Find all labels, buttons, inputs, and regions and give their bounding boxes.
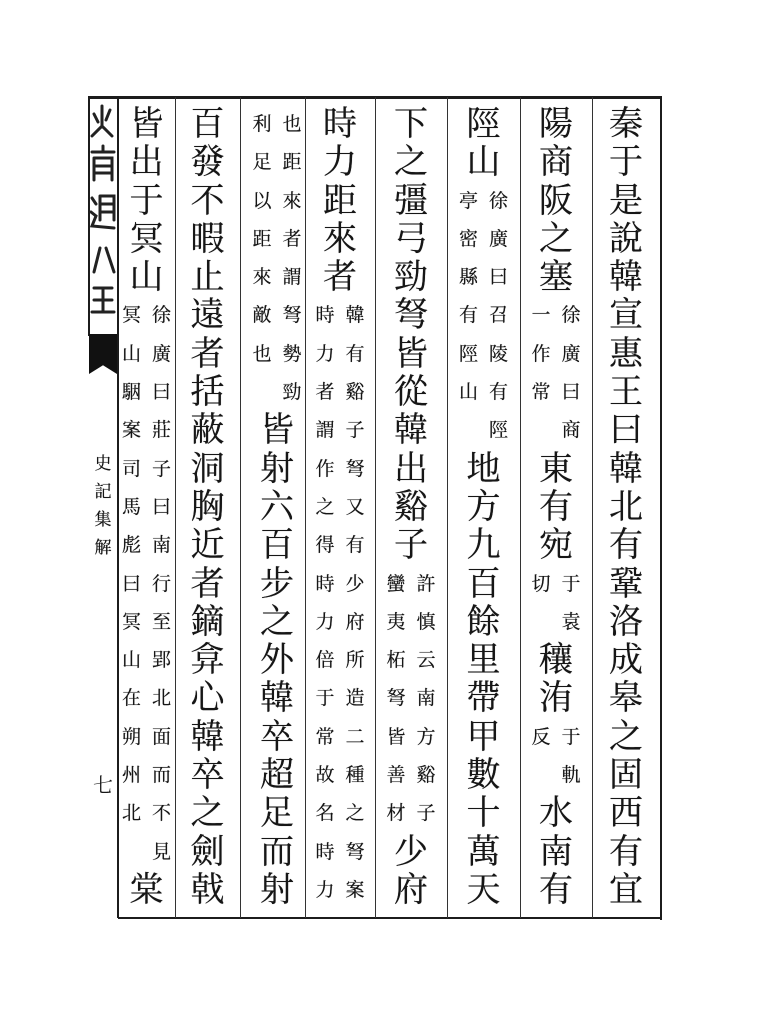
main-text: [127, 871, 167, 909]
main-text: [188, 105, 228, 909]
glyph: 作: [315, 457, 335, 480]
text-column-7: [175, 105, 240, 909]
glyph: 距: [323, 180, 357, 221]
main-text: [391, 833, 431, 910]
glyph: 來: [323, 218, 357, 259]
glyph: 于: [561, 572, 581, 595]
clipped-margin-glyphs: [88, 100, 118, 325]
glyph: 彊: [394, 180, 428, 221]
annotation-right-line: [413, 565, 439, 833]
frame-right-rule: [660, 96, 662, 920]
glyph: 弩: [282, 304, 302, 327]
text-column-3: [447, 105, 520, 909]
glyph: 曰: [488, 266, 508, 289]
glyph: 得: [315, 534, 335, 557]
glyph: 于: [609, 142, 643, 183]
glyph: 子: [416, 802, 436, 825]
frame-bottom-rule: [118, 917, 662, 919]
glyph: 之: [260, 601, 294, 642]
glyph: 史: [94, 454, 112, 474]
glyph: 射: [260, 448, 294, 489]
text-column-4: [375, 105, 447, 909]
glyph: 山: [121, 649, 141, 672]
glyph: 北: [609, 486, 643, 527]
glyph: 六: [260, 486, 294, 527]
glyph: 冥: [121, 610, 141, 633]
annotation-note: [528, 565, 584, 642]
glyph: 出: [394, 448, 428, 489]
text-column-1: [592, 105, 660, 909]
text-column-2: [520, 105, 592, 909]
glyph: 成: [609, 640, 643, 681]
glyph: 者: [190, 333, 225, 374]
glyph: 足: [252, 151, 272, 174]
glyph: 方: [416, 725, 436, 748]
glyph: 鞏: [609, 563, 643, 604]
glyph: 者: [323, 257, 357, 298]
glyph: 南: [539, 831, 573, 872]
glyph: 曰: [121, 572, 141, 595]
glyph: 步: [260, 563, 294, 604]
glyph: 皆: [129, 104, 164, 144]
glyph: 案: [345, 878, 365, 901]
annotation-left-line: [528, 296, 554, 411]
glyph: 徐: [488, 189, 508, 212]
main-text: [606, 105, 646, 909]
glyph: 山: [466, 142, 501, 183]
glyph: 陘: [466, 104, 501, 144]
glyph: 胸: [190, 486, 225, 527]
glyph: 冥: [129, 218, 164, 259]
glyph: 韓: [394, 410, 428, 451]
glyph: 謂: [282, 266, 302, 289]
glyph: 少: [345, 572, 365, 595]
glyph: 劍: [190, 831, 225, 872]
glyph: 皆: [394, 333, 428, 374]
glyph: 戟: [190, 869, 225, 910]
glyph: 暇: [190, 218, 225, 259]
glyph: 曰: [151, 495, 171, 518]
glyph: 超: [260, 755, 294, 796]
text-column-8: [118, 105, 175, 909]
glyph: 外: [260, 640, 294, 681]
glyph: 軌: [561, 764, 581, 787]
glyph: 名: [315, 802, 335, 825]
glyph: 材: [386, 802, 406, 825]
glyph: 皆: [386, 725, 406, 748]
glyph: 者: [282, 227, 302, 250]
main-text: [536, 641, 576, 718]
glyph: 韓: [609, 448, 643, 489]
glyph: 弇: [190, 640, 225, 681]
glyph: 也: [282, 113, 302, 135]
glyph: 有: [345, 534, 365, 557]
glyph: 時: [315, 572, 335, 595]
glyph: 柘: [386, 649, 406, 672]
glyph: 有: [488, 381, 508, 404]
glyph: 曰: [609, 410, 643, 451]
glyph: 利: [252, 113, 272, 135]
main-text: [391, 105, 431, 565]
glyph: 商: [561, 419, 581, 442]
glyph: 洛: [609, 601, 643, 642]
main-text: [464, 105, 504, 182]
glyph: 穰: [539, 640, 573, 681]
glyph: 切: [531, 572, 551, 595]
glyph: 云: [416, 649, 436, 672]
glyph: 陽: [539, 104, 573, 144]
glyph: 弩: [394, 295, 428, 336]
glyph: 之: [539, 218, 573, 259]
glyph: 時: [315, 304, 335, 327]
glyph: 射: [260, 869, 294, 910]
fishtail-mark: [89, 334, 117, 374]
glyph: 方: [466, 486, 501, 527]
glyph: 不: [151, 802, 171, 825]
annotation-left-line: [249, 105, 275, 373]
glyph: 郢: [151, 649, 171, 672]
glyph: 又: [345, 495, 365, 518]
glyph: 記: [94, 482, 112, 502]
glyph: 子: [151, 457, 171, 480]
glyph: 距: [282, 151, 302, 174]
glyph: 南: [416, 687, 436, 710]
glyph: 九: [466, 525, 501, 566]
glyph: 曰: [151, 381, 171, 404]
glyph: 案: [121, 419, 141, 442]
glyph: 種: [345, 764, 365, 787]
annotation-right-line: [279, 105, 305, 411]
glyph: 地: [466, 448, 501, 489]
glyph: 洞: [190, 448, 225, 489]
glyph: 所: [345, 649, 365, 672]
glyph: 廣: [561, 342, 581, 365]
glyph: 有: [539, 486, 573, 527]
main-text: [257, 411, 297, 909]
glyph: 者: [190, 563, 225, 604]
glyph: 洧: [539, 678, 573, 719]
glyph: 徐: [151, 304, 171, 327]
glyph: 惠: [609, 333, 643, 374]
glyph: 弩: [345, 840, 365, 863]
glyph: 山: [129, 257, 164, 298]
glyph: 少: [394, 831, 428, 872]
glyph: 里: [466, 640, 501, 681]
annotation-note: [119, 296, 175, 870]
glyph: 駰: [121, 381, 141, 404]
glyph: 在: [121, 687, 141, 710]
glyph: 有: [458, 304, 478, 327]
glyph: 宛: [539, 525, 573, 566]
glyph: 百: [260, 525, 294, 566]
glyph: 王: [609, 372, 643, 413]
glyph: 陵: [488, 342, 508, 365]
glyph: 從: [394, 372, 428, 413]
glyph: 一: [531, 304, 551, 327]
glyph: 州: [121, 764, 141, 787]
main-text: [127, 105, 167, 296]
glyph: 徐: [561, 304, 581, 327]
glyph: 出: [129, 142, 164, 183]
glyph: 韓: [260, 678, 294, 719]
glyph: 力: [323, 142, 357, 183]
annotation-right-line: [558, 718, 584, 795]
glyph: 勁: [394, 257, 428, 298]
glyph: 谿: [345, 381, 365, 404]
glyph: 谿: [394, 486, 428, 527]
glyph: 止: [190, 257, 225, 298]
glyph: 司: [121, 457, 141, 480]
glyph: 卒: [260, 716, 294, 757]
glyph: 韓: [190, 716, 225, 757]
annotation-right-line: [486, 182, 512, 450]
glyph: 子: [345, 419, 365, 442]
glyph: 秦: [609, 104, 643, 144]
glyph: 亭: [458, 189, 478, 212]
glyph: 見: [151, 840, 171, 863]
glyph: 蠻: [386, 572, 406, 595]
glyph: 慎: [416, 610, 436, 633]
main-text: [320, 105, 360, 296]
annotation-note: [249, 105, 305, 411]
glyph: 甲: [466, 716, 501, 757]
text-column-6: [246, 105, 308, 909]
glyph: 勁: [282, 381, 302, 404]
glyph: 東: [539, 448, 573, 489]
glyph: 棠: [129, 869, 164, 910]
glyph: 冥: [121, 304, 141, 327]
glyph: 力: [315, 610, 335, 633]
glyph: 二: [345, 725, 365, 748]
glyph: 南: [151, 534, 171, 557]
glyph: 善: [386, 764, 406, 787]
glyph: 之: [609, 716, 643, 757]
glyph: 面: [151, 725, 171, 748]
glyph: 宜: [609, 869, 643, 910]
glyph: 近: [190, 525, 225, 566]
glyph: 北: [121, 802, 141, 825]
glyph: 商: [539, 142, 573, 183]
glyph: 有: [609, 525, 643, 566]
glyph: 集: [94, 510, 112, 530]
glyph: 西: [609, 793, 643, 834]
glyph: 來: [252, 266, 272, 289]
annotation-note: [312, 296, 368, 909]
annotation-left-line: [528, 718, 554, 756]
glyph: 距: [252, 227, 272, 250]
glyph: 來: [282, 189, 302, 212]
glyph: 勢: [282, 342, 302, 365]
glyph: 有: [609, 831, 643, 872]
annotation-note: [528, 718, 584, 795]
glyph: 弓: [394, 218, 428, 259]
annotation-left-line: [383, 565, 409, 833]
glyph: 谿: [416, 764, 436, 787]
glyph: 朔: [121, 725, 141, 748]
glyph: 力: [315, 342, 335, 365]
glyph: 之: [345, 802, 365, 825]
glyph: 皋: [609, 678, 643, 719]
glyph: 縣: [458, 266, 478, 289]
glyph: 萬: [466, 831, 501, 872]
glyph: 發: [190, 142, 225, 183]
glyph: 弩: [386, 687, 406, 710]
glyph: 固: [609, 755, 643, 796]
glyph: 十: [466, 793, 501, 834]
page-number: 七: [93, 773, 113, 797]
glyph: 皆: [260, 410, 294, 451]
glyph: 足: [260, 793, 294, 834]
margin-book-title: [88, 450, 118, 562]
glyph: 解: [94, 538, 112, 558]
glyph: 陘: [488, 419, 508, 442]
annotation-note: [383, 565, 439, 833]
annotation-right-line: [558, 296, 584, 449]
annotation-note: [456, 182, 512, 450]
glyph: 有: [539, 869, 573, 910]
glyph: 下: [394, 104, 428, 144]
glyph: 敵: [252, 304, 272, 327]
glyph: 不: [190, 180, 225, 221]
glyph: 韓: [609, 257, 643, 298]
glyph: 括: [190, 372, 225, 413]
glyph: 蔽: [190, 410, 225, 451]
glyph: 莊: [151, 419, 171, 442]
glyph: 時: [323, 104, 357, 144]
glyph: 造: [345, 687, 365, 710]
glyph: 曰: [561, 381, 581, 404]
glyph: 至: [151, 610, 171, 633]
glyph: 反: [531, 725, 551, 748]
glyph: 北: [151, 687, 171, 710]
main-text: [536, 450, 576, 565]
glyph: 有: [345, 342, 365, 365]
annotation-left-line: [456, 182, 482, 412]
glyph: 以: [252, 189, 272, 212]
glyph: 陘: [458, 342, 478, 365]
annotation-right-line: [558, 565, 584, 642]
annotation-right-line: [342, 296, 368, 909]
glyph: 說: [609, 218, 643, 259]
annotation-left-line: [528, 565, 554, 603]
glyph: 天: [466, 869, 501, 910]
glyph: 山: [458, 381, 478, 404]
glyph: 阪: [539, 180, 573, 221]
glyph: 而: [151, 764, 171, 787]
glyph: 府: [345, 610, 365, 633]
glyph: 弩: [345, 457, 365, 480]
glyph: 召: [488, 304, 508, 327]
glyph: 倍: [315, 649, 335, 672]
glyph: 百: [190, 104, 225, 144]
glyph: 遠: [190, 295, 225, 336]
main-text: [536, 794, 576, 909]
glyph: 也: [252, 342, 272, 365]
glyph: 作: [531, 342, 551, 365]
glyph: 于: [561, 725, 581, 748]
glyph: 帶: [466, 678, 501, 719]
glyph: 水: [539, 793, 573, 834]
glyph: 塞: [539, 257, 573, 298]
glyph: 山: [121, 342, 141, 365]
main-text: [464, 450, 504, 910]
glyph: 之: [315, 495, 335, 518]
glyph: 力: [315, 878, 335, 901]
glyph: 許: [416, 572, 436, 595]
glyph: 時: [315, 840, 335, 863]
glyph: 于: [315, 687, 335, 710]
glyph: 常: [315, 725, 335, 748]
glyph: 而: [260, 831, 294, 872]
glyph: 彪: [121, 534, 141, 557]
glyph: 之: [190, 793, 225, 834]
glyph: 是: [609, 180, 643, 221]
annotation-right-line: [149, 296, 175, 870]
glyph: 故: [315, 764, 335, 787]
glyph: 廣: [488, 227, 508, 250]
glyph: 府: [394, 869, 428, 910]
glyph: 心: [190, 678, 225, 719]
glyph: 行: [151, 572, 171, 595]
glyph: 卒: [190, 755, 225, 796]
glyph: 餘: [466, 601, 501, 642]
annotation-left-line: [312, 296, 338, 909]
annotation-left-line: [119, 296, 145, 832]
glyph: 者: [315, 381, 335, 404]
glyph: 宣: [609, 295, 643, 336]
main-text: [536, 105, 576, 296]
glyph: 百: [466, 563, 501, 604]
annotation-note: [528, 296, 584, 449]
glyph: 子: [394, 525, 428, 566]
glyph: 夷: [386, 610, 406, 633]
glyph: 之: [394, 142, 428, 183]
column-divider: [240, 97, 241, 918]
glyph: 于: [129, 180, 164, 221]
glyph: 常: [531, 381, 551, 404]
glyph: 鏑: [190, 601, 225, 642]
text-column-5: [305, 105, 375, 909]
glyph: 謂: [315, 419, 335, 442]
glyph: 韓: [345, 304, 365, 327]
glyph: 馬: [121, 495, 141, 518]
glyph: 數: [466, 755, 501, 796]
glyph: 密: [458, 227, 478, 250]
glyph: 袁: [561, 610, 581, 633]
glyph: 廣: [151, 342, 171, 365]
